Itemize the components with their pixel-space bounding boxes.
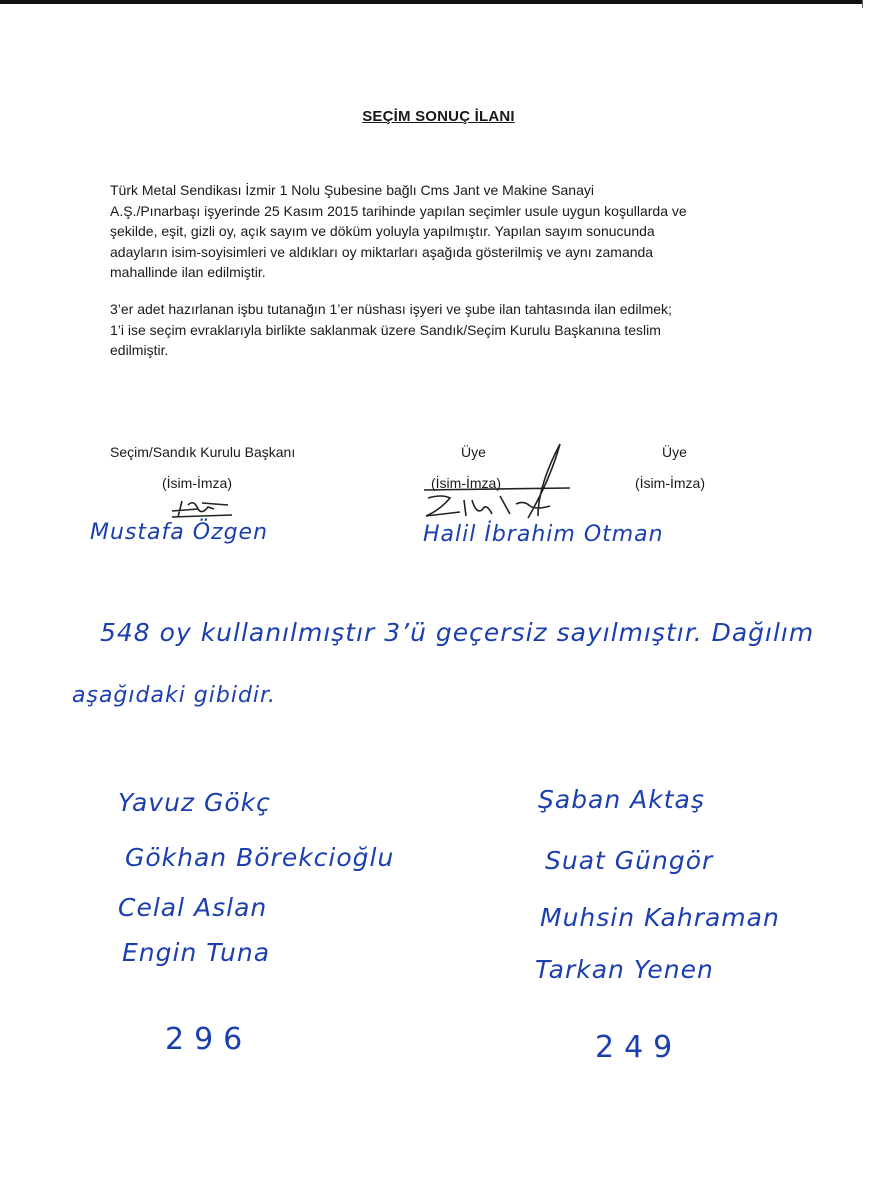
handwritten-note-line-1: 548 oy kullanılmıştır 3’ü geçersiz sayılmıştır. Dağılım bbox=[100, 618, 815, 647]
candidate-name: Gökhan Börekcioğlu bbox=[125, 843, 395, 872]
right-border-tick bbox=[862, 0, 863, 8]
member1-signature-scribble bbox=[420, 440, 580, 525]
handwritten-note-line-2: aşağıdaki gibidir. bbox=[72, 683, 277, 708]
paragraph-1-line: adayların isim-soyisimleri ve aldıkları oy miktarları aşağıda gösterilmiş ve aynı zamanda bbox=[110, 243, 654, 260]
member2-role-label: Üye bbox=[662, 444, 687, 460]
member1-role-label: Üye bbox=[461, 444, 486, 460]
paragraph-2-line: 1’i ise seçim evraklarıyla birlikte saklanmak üzere Sandık/Seçim Kurulu Başkanına teslim bbox=[110, 321, 661, 338]
right-vote-total: 249 bbox=[595, 1030, 683, 1065]
candidate-name: Yavuz Gökç bbox=[118, 788, 271, 817]
member1-name-signature-label: (İsim-İmza) bbox=[431, 475, 501, 491]
paragraph-2-line: edilmiştir. bbox=[110, 342, 169, 359]
member1-handwritten-name: Halil İbrahim Otman bbox=[423, 522, 664, 547]
chair-role-label: Seçim/Sandık Kurulu Başkanı bbox=[110, 444, 296, 460]
candidate-name: Tarkan Yenen bbox=[535, 955, 714, 984]
paragraph-2 bbox=[110, 299, 770, 361]
top-border-line bbox=[0, 0, 862, 4]
paragraph-1-line: mahallinde ilan edilmiştir. bbox=[110, 264, 266, 281]
member2-name-signature-label: (İsim-İmza) bbox=[635, 475, 705, 491]
chair-handwritten-name: Mustafa Özgen bbox=[90, 520, 269, 545]
candidate-name: Muhsin Kahraman bbox=[540, 903, 780, 932]
paragraph-2-line: 3’er adet hazırlanan işbu tutanağın 1’er nüshası işyeri ve şube ilan tahtasında ilan edilmek; bbox=[110, 301, 672, 317]
paragraph-1-line: A.Ş./Pınarbaşı işyerinde 25 Kasım 2015 tarihinde yapılan seçimler usule uygun koşullarda ve bbox=[110, 202, 687, 219]
candidate-name: Engin Tuna bbox=[122, 938, 271, 967]
chair-name-signature-label: (İsim-İmza) bbox=[162, 475, 232, 491]
candidate-name: Suat Güngör bbox=[545, 846, 714, 875]
document-title: SEÇİM SONUÇ İLANI bbox=[362, 108, 515, 125]
left-vote-total: 296 bbox=[165, 1022, 253, 1057]
paragraph-1-line: şekilde, eşit, gizli oy, açık sayım ve döküm yoluyla yapılmıştır. Yapılan sayım sonucunda bbox=[110, 223, 655, 240]
paragraph-1 bbox=[110, 180, 770, 283]
candidate-name: Şaban Aktaş bbox=[538, 785, 705, 814]
candidate-name: Celal Aslan bbox=[118, 893, 268, 922]
chair-signature-scribble bbox=[168, 495, 240, 523]
paragraph-1-line: Türk Metal Sendikası İzmir 1 Nolu Şubesine bağlı Cms Jant ve Makine Sanayi bbox=[110, 182, 594, 198]
